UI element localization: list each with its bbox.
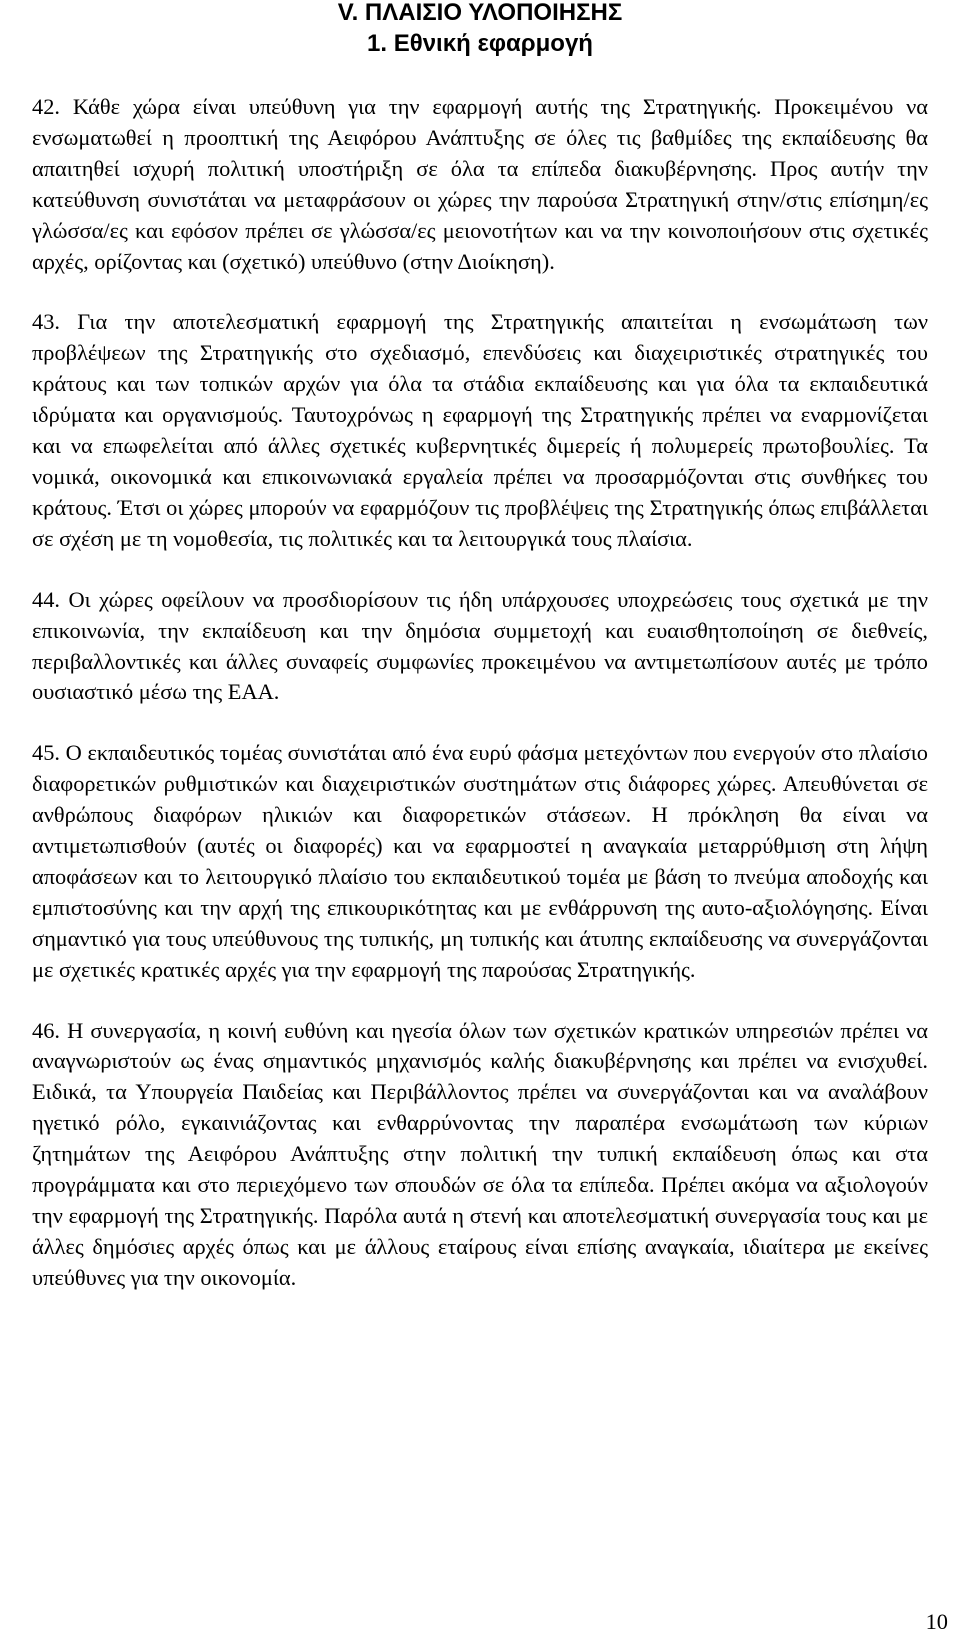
paragraph-46: 46. Η συνεργασία, η κοινή ευθύνη και ηγεσία όλων των σχετικών κρατικών υπηρεσιών πρέπει να αναγνωριστούν ως ένας σημαντικός μηχανισμός καλής διακυβέρνησης και πρέπει να ενισχυθεί. Ειδικά, τα Υπουργεία Παιδείας και Περιβάλλοντος πρέπει να συνεργάζονται και να αναλάβουν ηγετικό ρόλο, εγκαινιάζοντας και ενθαρρύνοντας την παραπέρα ενσωμάτωση των κύριων ζητημάτων της Αειφόρου Ανάπτυξης στην πολιτική την τυπική εκπαίδευση όπως και στα προγράμματα και στο περιεχόμενο των σπουδών σε όλα τα επίπεδα. Πρέπει ακόμα να αξιολογούν την εφαρμογή της Στρατηγικής. Παρόλα αυτά η στενή και αποτελεσματική συνεργασία τους και με άλλες δημόσιες αρχές όπως και με άλλους εταίρους είναι επίσης αναγκαία, ιδιαίτερα με εκείνες υπεύθυνες για την οικονομία. [32, 1017, 928, 1290]
document-page [32, 0, 928, 1294]
page-number: 10 [925, 1609, 948, 1634]
paragraph-44: 44. Οι χώρες οφείλουν να προσδιορίσουν τις ήδη υπάρχουσες υποχρεώσεις τους σχετικά με την επικοινωνία, την εκπαίδευση και την δημόσια συμμετοχή και ευαισθητοποίηση σε διεθνείς, περιβαλλοντικές και άλλες συναφείς συμφωνίες προκειμένου να αντιμετωπίσουν αυτές με τρόπο ουσιαστικό μέσω της ΕΑΑ. [32, 586, 928, 705]
paragraph-42: 42. Κάθε χώρα είναι υπεύθυνη για την εφαρμογή αυτής της Στρατηγικής. Προκειμένου να ενσωματωθεί η προοπτική της Αειφόρου Ανάπτυξης σε όλες τις βαθμίδες της εκπαίδευσης θα απαιτηθεί ισχυρή πολιτική υποστήριξη σε όλα τα επίπεδα διακυβέρνησης. Προς αυτήν την κατεύθυνση συνιστάται να μεταφράσουν οι χώρες την παρούσα Στρατηγική στην/στις επίσημη/ες γλώσσα/ες και εφόσον πρέπει σε γλώσσα/ες μειονοτήτων και να την κοινοποιήσουν στις σχετικές αρχές, ορίζοντας και (σχετικό) υπεύθυνο (στην Διοίκηση). [32, 94, 928, 274]
paragraph-43: 43. Για την αποτελεσματική εφαρμογή της Στρατηγικής απαιτείται η ενσωμάτωση των προβλέψεων της Στρατηγικής στο σχεδιασμό, επενδύσεις και διαχειριστικές στρατηγικές του κράτους και των τοπικών αρχών για όλα τα στάδια εκπαίδευσης και για όλα τα εκπαιδευτικά ιδρύματα και οργανισμούς. Ταυτοχρόνως η εφαρμογή της Στρατηγικής πρέπει να εναρμονίζεται και να επωφελείται από άλλες σχετικές κυβερνητικές διμερείς ή πολυμερείς πρωτοβουλίες. Τα νομικά, οικονομικά και επικοινωνιακά εργαλεία πρέπει να προσαρμόζονται στις συνθήκες του κράτους. Έτσι οι χώρες μπορούν να εφαρμόζουν τις προβλέψεις της Στρατηγικής όπως επιβάλλεται σε σχέση με τη νομοθεσία, τις πολιτικές και τα λειτουργικά τους πλαίσια. [32, 309, 928, 551]
subsection-heading: 1. Εθνική εφαρμογή [367, 30, 593, 57]
paragraph-45: 45. Ο εκπαιδευτικός τομέας συνιστάται από ένα ευρύ φάσμα μετεχόντων που ενεργούν στο πλαίσιο διαφορετικών ρυθμιστικών και διαχειριστικών συστημάτων στις διάφορες χώρες. Απευθύνεται σε ανθρώπους διαφόρων ηλικιών και διαφορετικών στάσεων. Η πρόκληση θα είναι να αντιμετωπισθούν (αυτές οι διαφορές) και να εφαρμοστεί η αναγκαία μεταρρύθμιση στη λήψη αποφάσεων και το λειτουργικό πλαίσιο του εκπαιδευτικού τομέα με βάση το πνεύμα αποδοχής και εμπιστοσύνης και την αρχή της επικουρικότητας και με ενθάρρυνση της αυτο-αξιολόγησης. Είναι σημαντικό για τους υπεύθυνους της τυπικής, μη τυπικής και άτυπης εκπαίδευσης να συνεργάζονται με σχετικές κρατικές αρχές για την εφαρμογή της παρούσας Στρατηγικής. [32, 740, 928, 982]
section-heading: V. ΠΛΑΙΣΙΟ ΥΛΟΠΟΙΗΣΗΣ [337, 0, 623, 26]
document-body [32, 92, 928, 1294]
